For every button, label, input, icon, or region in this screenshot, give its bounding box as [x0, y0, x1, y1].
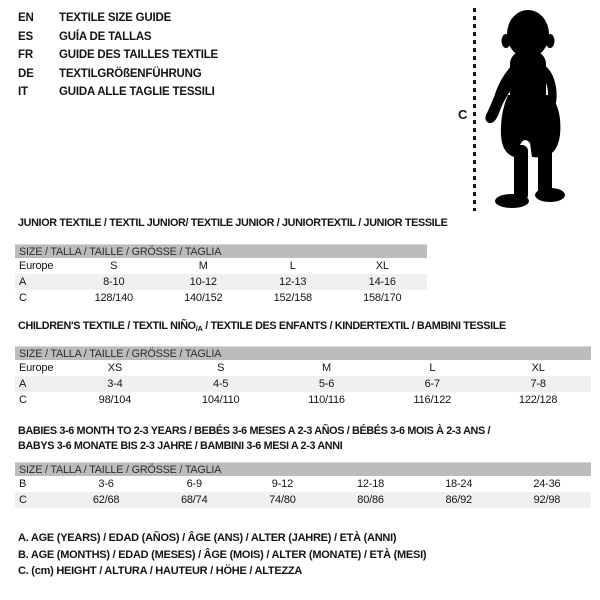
- size-cell: 92/98: [533, 494, 561, 506]
- size-cell: 12-13: [279, 276, 307, 288]
- size-cell: 62/68: [92, 494, 120, 506]
- row-label: A: [19, 276, 27, 288]
- toddler-silhouette-icon: [484, 5, 596, 211]
- row-label: Europe: [19, 260, 54, 272]
- legend-line-b: B. AGE (MONTHS) / EDAD (MESES) / ÂGE (MOIS) / ALTER (MONATE) / ETÀ (MESI): [18, 548, 427, 561]
- size-cell: 158/170: [363, 292, 402, 304]
- size-cell: 80/86: [357, 494, 384, 506]
- lang-code-en: EN: [18, 12, 34, 25]
- babies-size-header-bar: SIZE / TALLA / TAILLE / GRÖSSE / TAGLIA: [15, 463, 591, 477]
- row-label: C: [19, 494, 27, 506]
- size-cell: S: [217, 362, 225, 374]
- size-cell: 140/152: [184, 292, 223, 304]
- babies-title-line2: BABYS 3-6 MONATE BIS 2-3 JAHRE / BAMBINI 3-6 MESI A 2-3 ANNI: [18, 440, 343, 452]
- size-cell: 128/140: [94, 292, 133, 304]
- children-table-title: [18, 320, 506, 335]
- size-cell: 152/158: [273, 292, 312, 304]
- size-cell: 4-5: [213, 378, 229, 390]
- size-cell: 3-4: [107, 378, 123, 390]
- guide-title-en: TEXTILE SIZE GUIDE: [59, 12, 172, 25]
- row-label: A: [19, 378, 27, 390]
- junior-height-row: [15, 290, 427, 306]
- guide-title-de: TEXTILGRÖßENFÜHRUNG: [59, 67, 202, 80]
- size-cell: 24-36: [533, 478, 561, 490]
- size-cell: 9-12: [271, 478, 293, 490]
- lang-code-it: IT: [18, 86, 28, 99]
- size-cell: M: [198, 260, 208, 272]
- size-cell: 6-9: [186, 478, 202, 490]
- size-cell: 74/80: [269, 494, 296, 506]
- junior-europe-row: [15, 258, 427, 274]
- junior-size-header-bar: SIZE / TALLA / TAILLE / GRÖSSE / TAGLIA: [15, 245, 427, 259]
- size-cell: 3-6: [98, 478, 114, 490]
- babies-height-row: [15, 492, 591, 508]
- size-cell: 14-16: [368, 276, 396, 288]
- size-cell: XS: [107, 362, 123, 374]
- row-label: C: [19, 394, 27, 406]
- lang-row-de: [18, 65, 218, 84]
- size-cell: 8-10: [103, 276, 125, 288]
- babies-title-line1: BABIES 3-6 MONTH TO 2-3 YEARS / BEBÉS 3-6 MESES A 2-3 AÑOS / BÉBÉS 3-6 MOIS À 2-3 ANS /: [18, 425, 491, 437]
- row-label: B: [19, 478, 27, 490]
- size-cell: 116/122: [413, 394, 452, 406]
- size-cell: 10-12: [189, 276, 217, 288]
- lang-row-fr: [18, 46, 218, 65]
- lang-code-es: ES: [18, 30, 33, 43]
- height-marker-label: C: [458, 107, 468, 122]
- children-size-header-bar: SIZE / TALLA / TAILLE / GRÖSSE / TAGLIA: [15, 347, 591, 361]
- guide-title-fr: GUIDE DES TAILLES TEXTILE: [59, 49, 218, 62]
- size-cell: 12-18: [356, 478, 385, 490]
- babies-size-table: [15, 462, 591, 508]
- size-cell: XL: [375, 260, 389, 272]
- size-cell: XL: [531, 362, 545, 374]
- height-dashed-line: [473, 8, 476, 211]
- size-cell: L: [289, 260, 296, 272]
- children-title-subscript: /A: [195, 324, 203, 333]
- size-cell: S: [110, 260, 118, 272]
- legend-block: [18, 530, 426, 580]
- size-cell: 86/92: [445, 494, 472, 506]
- guide-title-it: GUIDA ALLE TAGLIE TESSILI: [59, 86, 215, 99]
- children-size-table: [15, 346, 591, 408]
- size-cell: 18-24: [445, 478, 473, 490]
- children-title-prefix: CHILDREN'S TEXTILE / TEXTIL NIÑO: [18, 320, 196, 332]
- language-title-block: [18, 9, 218, 102]
- size-cell: 98/104: [98, 394, 132, 406]
- guide-title-es: GUÍA DE TALLAS: [59, 30, 152, 43]
- size-cell: 7-8: [530, 378, 546, 390]
- size-cell: 6-7: [424, 378, 440, 390]
- size-cell: 104/110: [201, 394, 240, 406]
- size-cell: 5-6: [318, 378, 335, 390]
- lang-code-de: DE: [18, 67, 34, 80]
- children-title-suffix: / TEXTILE DES ENFANTS / KINDERTEXTIL / BAMBINI TESSILE: [202, 320, 506, 332]
- children-europe-row: [15, 360, 591, 376]
- size-cell: 122/128: [518, 394, 558, 406]
- babies-table-title: [18, 424, 490, 454]
- junior-table-title: JUNIOR TEXTILE / TEXTIL JUNIOR/ TEXTILE JUNIOR / JUNIORTEXTIL / JUNIOR TESSILE: [18, 217, 448, 229]
- legend-line-a: A. AGE (YEARS) / EDAD (AÑOS) / ÂGE (ANS) / ALTER (JAHRE) / ETÀ (ANNI): [18, 532, 397, 544]
- legend-line-c: C. (cm) HEIGHT / ALTURA / HAUTEUR / HÖHE / ALTEZZA: [18, 565, 303, 578]
- children-height-row: [15, 392, 591, 408]
- children-age-row: [15, 376, 591, 392]
- lang-code-fr: FR: [18, 49, 33, 62]
- size-cell: 68/74: [180, 494, 208, 506]
- size-cell: L: [429, 362, 436, 374]
- babies-months-row: [15, 476, 591, 492]
- lang-row-it: [18, 83, 218, 102]
- size-cell: M: [322, 362, 331, 374]
- lang-row-en: [18, 9, 218, 28]
- row-label: C: [19, 292, 27, 304]
- lang-row-es: [18, 28, 218, 47]
- size-cell: 110/116: [308, 394, 345, 406]
- junior-size-table: [15, 244, 427, 306]
- junior-age-row: [15, 274, 427, 290]
- row-label: Europe: [19, 362, 54, 374]
